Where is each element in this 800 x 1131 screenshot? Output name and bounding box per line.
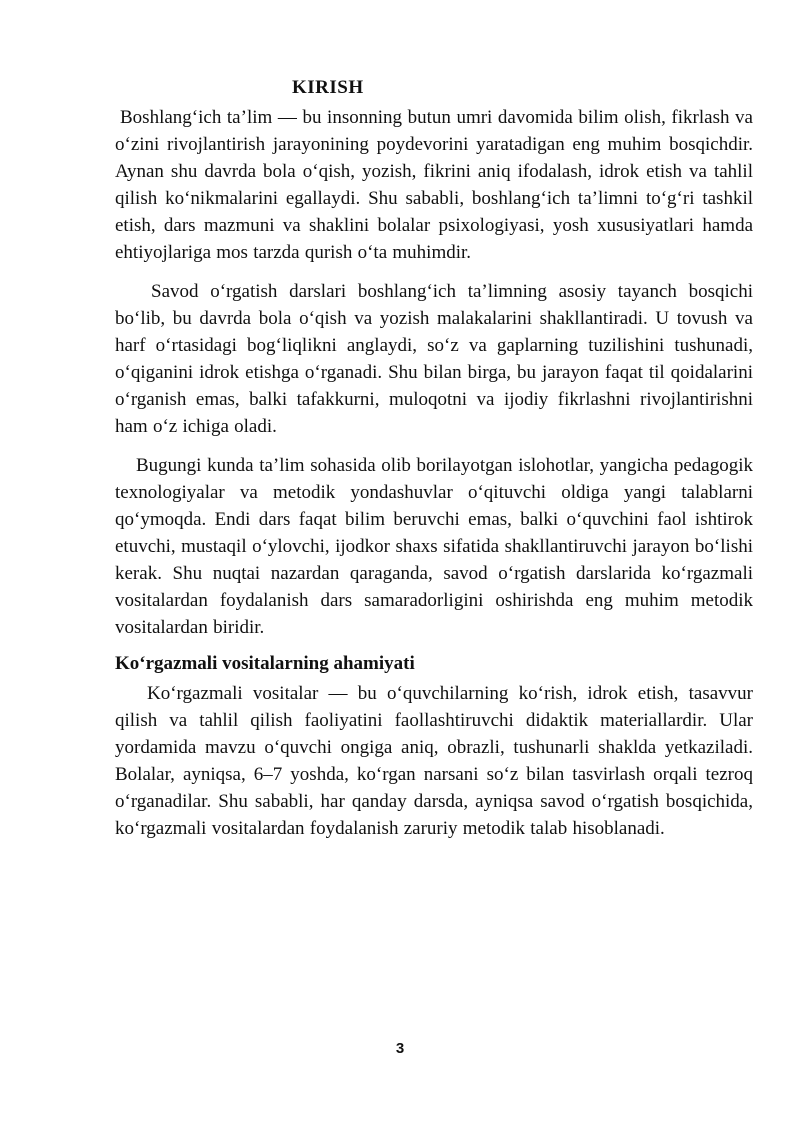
intro-paragraph-2: Savod o‘rgatish darslari boshlang‘ich ta’limning asosiy tayanch bosqichi bo‘lib, bu davrda bola o‘qish va yozish malakalarini shakllantiradi. U tovush va harf o‘rtasidagi bog‘liqlikni anglaydi, so‘z va gaplarning tuzilishini tushunadi, o‘qiganini idrok etishga o‘rganadi. Shu bilan birga, bu jarayon faqat til qoidalarini o‘rganish emas, balki tafakkurni, muloqotni va ijodiy fikrlashni rivojlantirishni ham o‘z ichiga oladi.	[115, 281, 753, 437]
document-page	[115, 72, 753, 842]
section-title: KIRISH	[292, 77, 364, 98]
subsection-heading: Ko‘rgazmali vositalarning ahamiyati	[115, 653, 415, 674]
intro-paragraph-3: Bugungi kunda ta’lim sohasida olib borilayotgan islohotlar, yangicha pedagogik texnologiyalar va metodik yondashuvlar o‘qituvchi oldiga yangi talablarni qo‘ymoqda. Endi dars faqat bilim beruvchi emas, balki o‘quvchini faol ishtirok etuvchi, mustaqil o‘ylovchi, ijodkor shaxs sifatida shakllantiruvchi jarayon bo‘lishi kerak. Shu nuqtai nazardan qaraganda, savod o‘rgatish darslarida ko‘rgazmali vositalardan foydalanish dars samaradorligini oshirishda eng muhim metodik vositalardan biridir.	[115, 455, 753, 638]
intro-paragraph-1: Boshlang‘ich ta’lim — bu insonning butun umri davomida bilim olish, fikrlash va o‘zini rivojlantirish jarayonining poydevorini yaratadigan eng muhim bosqichdir. Aynan shu davrda bola o‘qish, yozish, fikrini aniq ifodalash, idrok etish va tahlil qilish ko‘nikmalarini egallaydi. Shu sababli, boshlang‘ich ta’limni to‘g‘ri tashkil etish, dars mazmuni va shaklini bolalar psixologiyasi, yosh xususiyatlari hamda ehtiyojlariga mos tarzda qurish o‘ta muhimdir.	[115, 107, 753, 263]
page-number: 3	[395, 1040, 405, 1057]
subsection-paragraph: Ko‘rgazmali vositalar — bu o‘quvchilarning ko‘rish, idrok etish, tasavvur qilish va tahlil qilish faoliyatini faollashtiruvchi didaktik materiallardir. Ular yordamida mavzu o‘quvchi ongiga aniq, obrazli, tushunarli shaklda yetkaziladi. Bolalar, ayniqsa, 6–7 yoshda, ko‘rgan narsani so‘z bilan tasvirlash orqali tezroq o‘rganadilar. Shu sababli, har qanday darsda, ayniqsa savod o‘rgatish bosqichida, ko‘rgazmali vositalardan foydalanish zaruriy metodik talab hisoblanadi.	[115, 683, 753, 839]
